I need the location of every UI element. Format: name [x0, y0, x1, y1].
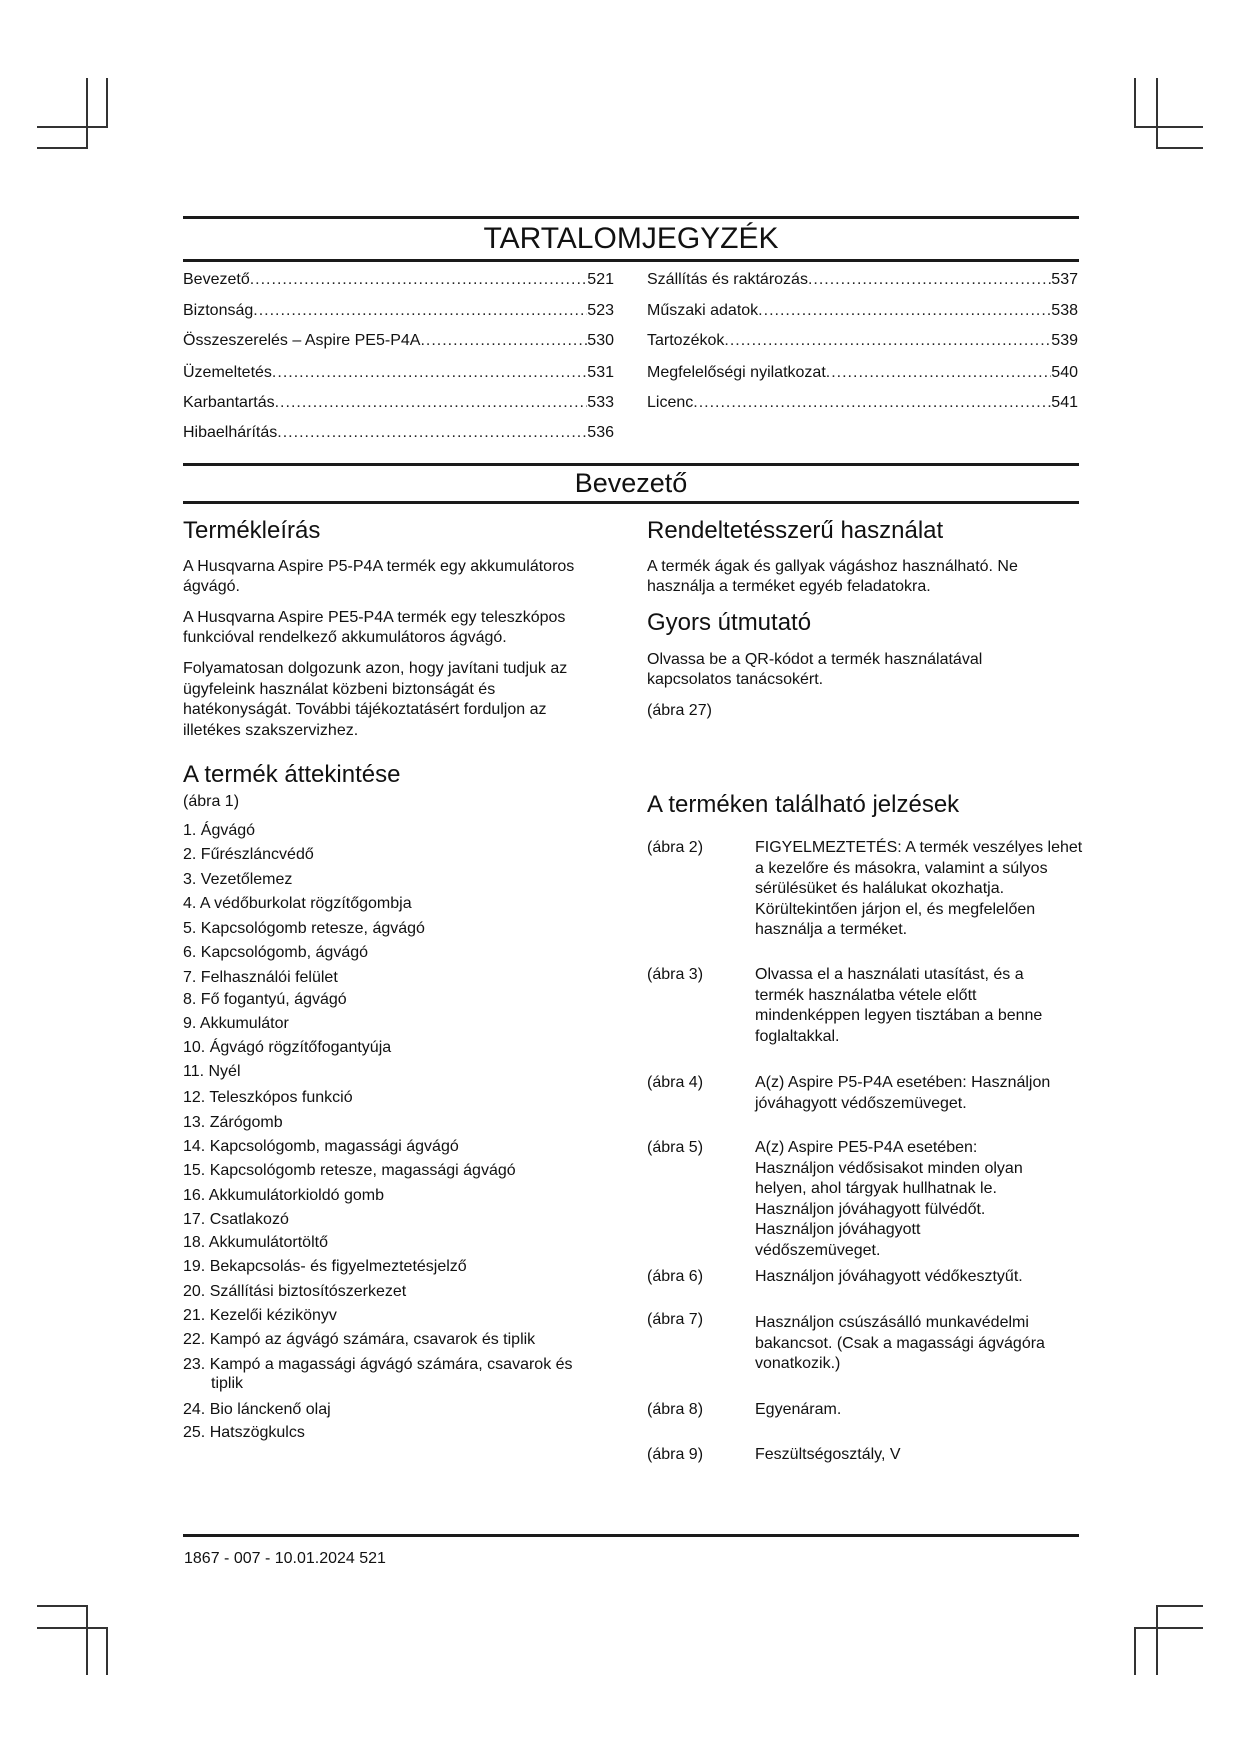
- toc-entry[interactable]: [183, 301, 614, 321]
- toc-entry[interactable]: [183, 363, 614, 383]
- toc-leader-dots: [808, 270, 1051, 290]
- toc-entry-page: 530: [587, 332, 614, 349]
- paragraph: Folyamatosan dolgozunk azon, hogy javítani tudjuk az ügyfeleink használat közbeni biztonságát és hatékonyságát. További tájékoztatásért forduljon az illetékes szakszervizhez.: [183, 660, 568, 740]
- toc-entry-page: 531: [587, 364, 614, 381]
- toc-entry[interactable]: [647, 363, 1078, 383]
- list-item: 9. Akkumulátor: [183, 1015, 289, 1032]
- footer-text: 1867 - 007 - 10.01.2024 521: [184, 1550, 386, 1567]
- paragraph: A Husqvarna Aspire P5-P4A termék egy akkumulátoros ágvágó.: [183, 558, 575, 595]
- symbol-figure-ref: (ábra 5): [647, 1139, 704, 1156]
- symbol-figure-ref: (ábra 7): [647, 1311, 704, 1328]
- list-item-continuation: tiplik: [211, 1375, 244, 1392]
- toc-entry-label: Megfelelőségi nyilatkozat: [647, 364, 826, 381]
- symbol-description: A(z) Aspire PE5-P4A esetében: Használjon védősisakot minden olyan helyen, ahol tárgyak hullhatnak le. Használjon jóváhagyott fülvédőt. Használjon jóváhagyott védőszemüveget.: [755, 1139, 1023, 1259]
- toc-entry-label: Licenc: [647, 394, 694, 411]
- toc-bottom-rule: [183, 259, 1079, 262]
- symbol-description: Feszültségosztály, V: [755, 1446, 901, 1463]
- toc-entry-page: 523: [587, 302, 614, 319]
- symbol-figure-ref: (ábra 6): [647, 1268, 704, 1285]
- section-title: Bevezető: [574, 468, 688, 498]
- symbol-description: Használjon jóváhagyott védőkesztyűt.: [755, 1268, 1023, 1285]
- toc-entry-page: 539: [1051, 332, 1078, 349]
- figure-reference: (ábra 1): [183, 793, 240, 810]
- section-bottom-rule: [183, 501, 1079, 504]
- list-item: 21. Kezelői kézikönyv: [183, 1307, 337, 1324]
- toc-leader-dots: [253, 301, 587, 321]
- list-item: 20. Szállítási biztosítószerkezet: [183, 1283, 407, 1300]
- toc-leader-dots: [826, 363, 1052, 383]
- toc-entry-label: Összeszerelés – Aspire PE5-P4A: [183, 332, 421, 349]
- toc-top-rule: [183, 216, 1079, 219]
- heading-quick-guide: Gyors útmutató: [647, 609, 812, 636]
- toc-entry[interactable]: [183, 331, 614, 351]
- footer-rule: [183, 1534, 1079, 1537]
- toc-entry[interactable]: [647, 393, 1078, 413]
- symbol-figure-ref: (ábra 8): [647, 1401, 704, 1418]
- list-item: 5. Kapcsológomb retesze, ágvágó: [183, 920, 425, 937]
- toc-leader-dots: [758, 301, 1051, 321]
- toc-entry-page: 521: [587, 271, 614, 288]
- toc-entry-label: Szállítás és raktározás: [647, 271, 808, 288]
- list-item: 18. Akkumulátortöltő: [183, 1234, 328, 1251]
- list-item: 10. Ágvágó rögzítőfogantyúja: [183, 1039, 392, 1056]
- list-item: 13. Zárógomb: [183, 1114, 283, 1131]
- toc-entry-page: 536: [587, 424, 614, 441]
- figure-reference: (ábra 27): [647, 702, 712, 719]
- toc-leader-dots: [420, 331, 587, 351]
- toc-entry-label: Biztonság: [183, 302, 254, 319]
- list-item: 19. Bekapcsolás- és figyelmeztetésjelző: [183, 1258, 467, 1275]
- toc-leader-dots: [275, 393, 588, 413]
- toc-entry[interactable]: [647, 270, 1078, 290]
- list-item: 8. Fő fogantyú, ágvágó: [183, 991, 347, 1008]
- toc-leader-dots: [272, 363, 587, 383]
- toc-entry-page: 533: [587, 394, 614, 411]
- list-item: 12. Teleszkópos funkció: [183, 1089, 353, 1106]
- paragraph: A termék ágak és gallyak vágáshoz használható. Ne használja a terméket egyéb feladatokra.: [647, 558, 1018, 595]
- heading-product-description: Termékleírás: [183, 517, 321, 544]
- heading-intended-use: Rendeltetésszerű használat: [647, 517, 944, 544]
- paragraph: A Husqvarna Aspire PE5-P4A termék egy teleszkópos funkcióval rendelkező akkumulátoros ágvágó.: [183, 609, 566, 646]
- symbol-figure-ref: (ábra 9): [647, 1446, 704, 1463]
- list-item: 6. Kapcsológomb, ágvágó: [183, 944, 369, 961]
- toc-entry-label: Karbantartás: [183, 394, 275, 411]
- toc-entry-page: 540: [1051, 364, 1078, 381]
- symbol-figure-ref: (ábra 3): [647, 966, 704, 983]
- list-item: 17. Csatlakozó: [183, 1211, 289, 1228]
- heading-product-overview: A termék áttekintése: [183, 761, 401, 788]
- toc-entry-label: Bevezető: [183, 271, 250, 288]
- toc-entry[interactable]: [183, 423, 614, 443]
- list-item: 11. Nyél: [183, 1063, 241, 1080]
- list-item: 15. Kapcsológomb retesze, magassági ágvágó: [183, 1162, 516, 1179]
- toc-leader-dots: [250, 270, 588, 290]
- paragraph: Olvassa be a QR-kódot a termék használatával kapcsolatos tanácsokért.: [647, 651, 983, 688]
- symbol-description: FIGYELMEZTETÉS: A termék veszélyes lehet a kezelőre és másokra, valamint a súlyos sérülésüket és halálukat okozhatja. Körültekintően járjon el, és megfelelően használja a terméket.: [755, 839, 1083, 938]
- list-item: 14. Kapcsológomb, magassági ágvágó: [183, 1138, 459, 1155]
- toc-entry[interactable]: [647, 331, 1078, 351]
- symbol-figure-ref: (ábra 4): [647, 1074, 704, 1091]
- list-item: 25. Hatszögkulcs: [183, 1424, 305, 1441]
- list-item: 4. A védőburkolat rögzítőgombja: [183, 895, 412, 912]
- heading-product-symbols: A terméken található jelzések: [647, 791, 960, 818]
- list-item: 22. Kampó az ágvágó számára, csavarok és tiplik: [183, 1331, 536, 1348]
- list-item: 1. Ágvágó: [183, 822, 256, 839]
- list-item: 16. Akkumulátorkioldó gomb: [183, 1187, 384, 1204]
- toc-entry[interactable]: [647, 301, 1078, 321]
- toc-entry[interactable]: [183, 270, 614, 290]
- toc-leader-dots: [277, 423, 587, 443]
- list-item: 23. Kampó a magassági ágvágó számára, csavarok és: [183, 1356, 573, 1373]
- toc-entry-page: 538: [1051, 302, 1078, 319]
- list-item: 3. Vezetőlemez: [183, 871, 293, 888]
- list-item: 2. Fűrészláncvédő: [183, 846, 314, 863]
- toc-entry-label: Műszaki adatok: [647, 302, 759, 319]
- toc-entry-page: 537: [1051, 271, 1078, 288]
- toc-leader-dots: [724, 331, 1051, 351]
- list-item: 7. Felhasználói felület: [183, 969, 338, 986]
- symbol-figure-ref: (ábra 2): [647, 839, 704, 856]
- toc-entry-label: Üzemeltetés: [183, 364, 272, 381]
- toc-leader-dots: [693, 393, 1051, 413]
- symbol-description: Egyenáram.: [755, 1401, 842, 1418]
- section-top-rule: [183, 463, 1079, 466]
- toc-entry-label: Tartozékok: [647, 332, 725, 349]
- toc-entry-page: 541: [1051, 394, 1078, 411]
- list-item: 24. Bio lánckenő olaj: [183, 1401, 331, 1418]
- symbol-description: Használjon csúszásálló munkavédelmi bakancsot. (Csak a magassági ágvágóra vonatkozik.): [755, 1314, 1045, 1372]
- toc-title: TARTALOMJEGYZÉK: [483, 222, 779, 255]
- toc-entry[interactable]: [183, 393, 614, 413]
- symbol-description: Olvassa el a használati utasítást, és a termék használatba vétele előtt mindenképpen legyen tisztában a benne foglaltakkal.: [755, 966, 1043, 1045]
- symbol-description: A(z) Aspire P5-P4A esetében: Használjon jóváhagyott védőszemüveget.: [755, 1074, 1051, 1112]
- toc-entry-label: Hibaelhárítás: [183, 424, 278, 441]
